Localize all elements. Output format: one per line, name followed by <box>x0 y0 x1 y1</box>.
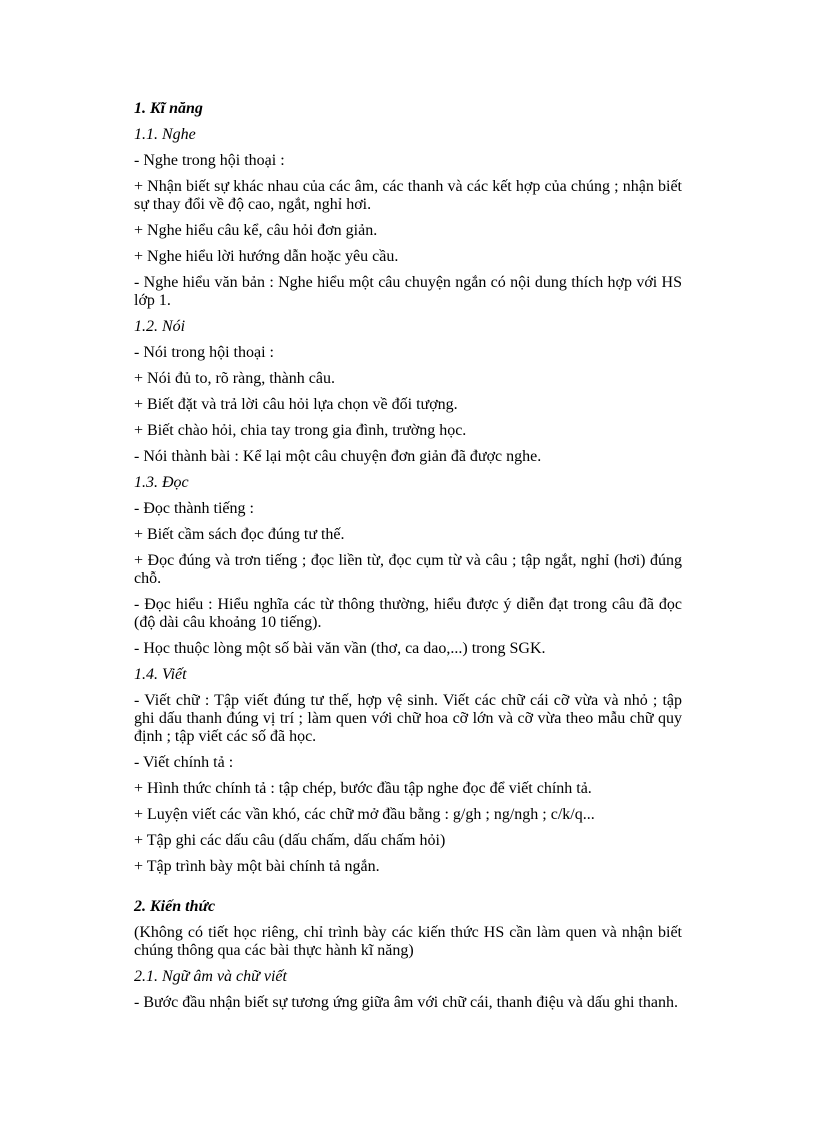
paragraph: - Viết chính tả : <box>134 754 234 771</box>
document-page <box>134 100 682 1020</box>
section-spacer <box>134 884 682 898</box>
subsection-heading-reading: 1.3. Đọc <box>134 474 189 491</box>
paragraph: + Nhận biết sự khác nhau của các âm, các thanh và các kết hợp của chúng ; nhận biết sự thay đổi về độ cao, ngắt, nghỉ hơi. <box>134 178 682 213</box>
paragraph: - Nói trong hội thoại : <box>134 344 274 361</box>
paragraph: + Nghe hiểu lời hướng dẫn hoặc yêu cầu. <box>134 248 399 265</box>
subsection-heading-listening: 1.1. Nghe <box>134 126 196 143</box>
paragraph: + Tập ghi các dấu câu (dấu chấm, dấu chấm hỏi) <box>134 832 446 849</box>
paragraph: + Luyện viết các vần khó, các chữ mở đầu bằng : g/gh ; ng/ngh ; c/k/q... <box>134 806 595 823</box>
paragraph: (Không có tiết học riêng, chỉ trình bày các kiến thức HS cần làm quen và nhận biết chúng thông qua các bài thực hành kĩ năng) <box>134 924 682 959</box>
subsection-heading-writing: 1.4. Viết <box>134 666 187 683</box>
paragraph: + Hình thức chính tả : tập chép, bước đầu tập nghe đọc để viết chính tả. <box>134 780 592 797</box>
paragraph: - Viết chữ : Tập viết đúng tư thế, hợp vệ sinh. Viết các chữ cái cỡ vừa và nhỏ ; tập ghi dấu thanh đúng vị trí ; làm quen với chữ hoa cỡ lớn và cỡ vừa theo mẫu chữ quy định ; tập viết các số đã học. <box>134 692 682 745</box>
paragraph: + Biết cầm sách đọc đúng tư thế. <box>134 526 345 543</box>
subsection-heading-speaking: 1.2. Nói <box>134 318 186 335</box>
paragraph: + Biết đặt và trả lời câu hỏi lựa chọn về đối tượng. <box>134 396 458 413</box>
section-heading-skills: 1. Kĩ năng <box>134 100 203 117</box>
paragraph: - Học thuộc lòng một số bài văn vần (thơ, ca dao,...) trong SGK. <box>134 640 546 657</box>
paragraph: - Nói thành bài : Kể lại một câu chuyện đơn giản đã được nghe. <box>134 448 542 465</box>
paragraph: + Nói đủ to, rõ ràng, thành câu. <box>134 370 335 387</box>
paragraph: + Tập trình bày một bài chính tả ngắn. <box>134 858 380 875</box>
paragraph: + Nghe hiểu câu kể, câu hỏi đơn giản. <box>134 222 378 239</box>
paragraph: - Nghe hiểu văn bản : Nghe hiểu một câu chuyện ngắn có nội dung thích hợp với HS lớp 1. <box>134 274 682 309</box>
paragraph: - Đọc thành tiếng : <box>134 500 254 517</box>
paragraph: + Biết chào hỏi, chia tay trong gia đình, trường học. <box>134 422 467 439</box>
subsection-heading-phonetics: 2.1. Ngữ âm và chữ viết <box>134 968 287 985</box>
section-heading-knowledge: 2. Kiến thức <box>134 898 216 915</box>
paragraph: + Đọc đúng và trơn tiếng ; đọc liền từ, đọc cụm từ và câu ; tập ngắt, nghỉ (hơi) đúng chỗ. <box>134 552 682 587</box>
paragraph: - Đọc hiểu : Hiểu nghĩa các từ thông thường, hiểu được ý diễn đạt trong câu đã đọc (độ dài câu khoảng 10 tiếng). <box>134 596 682 631</box>
paragraph: - Nghe trong hội thoại : <box>134 152 285 169</box>
paragraph: - Bước đầu nhận biết sự tương ứng giữa âm với chữ cái, thanh điệu và dấu ghi thanh. <box>134 994 678 1011</box>
